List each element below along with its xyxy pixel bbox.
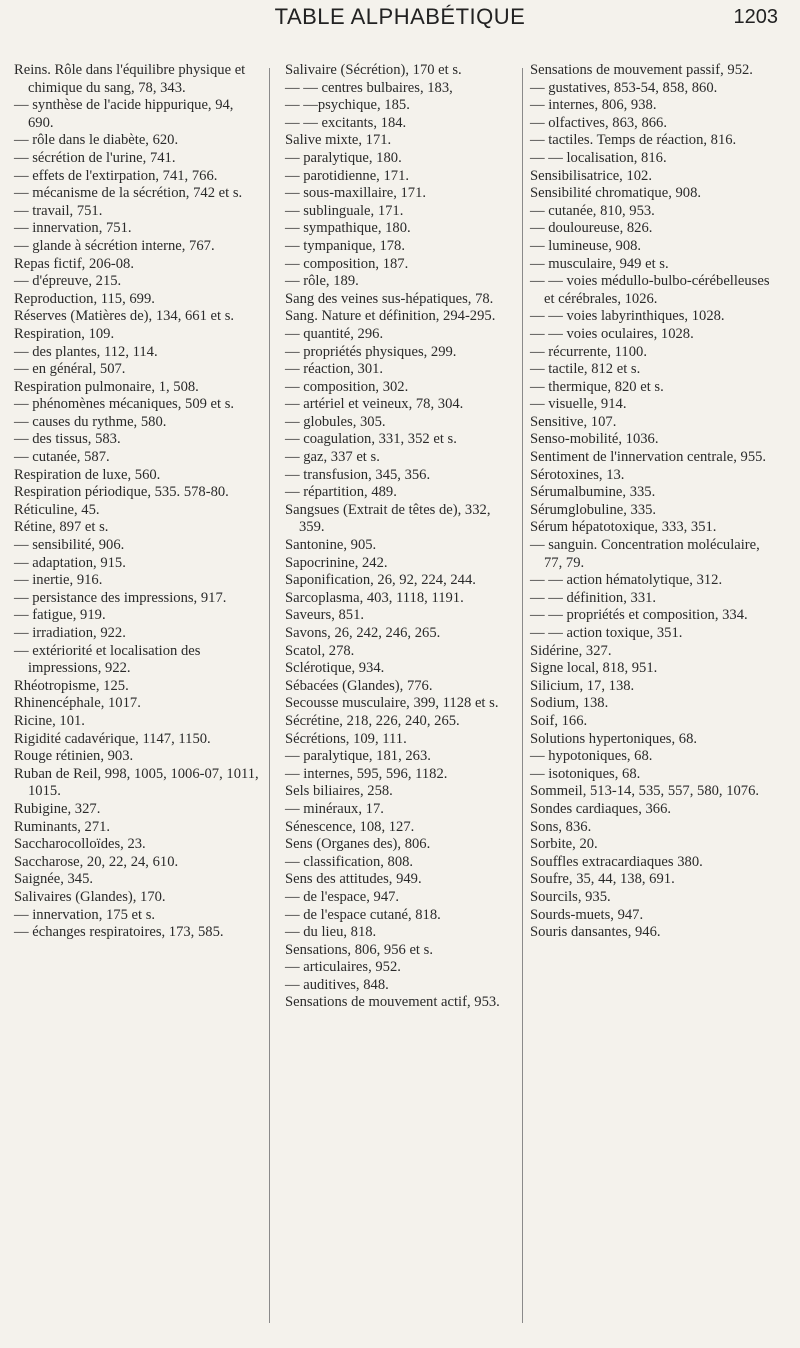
index-entry: — — voies médullo-bulbo-cérébelleuses et cérébrales, 1026.	[530, 273, 770, 307]
index-entry: — synthèse de l'acide hippurique, 94, 690.	[14, 97, 234, 131]
index-entry: Silicium, 17, 138.	[530, 677, 635, 694]
index-entry: Rhinencéphale, 1017.	[14, 695, 141, 712]
index-entry: — effets de l'extirpation, 741, 766.	[14, 167, 218, 184]
index-entry: Sérum hépatotoxique, 333, 351.	[530, 519, 717, 536]
index-entry: — tympanique, 178.	[285, 237, 405, 254]
index-entry: Sérumglobuline, 335.	[530, 501, 657, 518]
column-divider-left	[269, 68, 270, 1323]
index-entry: — cutanée, 587.	[14, 449, 110, 466]
index-entry: Sensations de mouvement actif, 953.	[285, 994, 500, 1011]
index-entry: — sécrétion de l'urine, 741.	[14, 149, 176, 166]
index-entry: Réserves (Matières de), 134, 661 et s.	[14, 308, 235, 325]
index-entry: — de l'espace cutané, 818.	[285, 906, 441, 923]
index-entry: — sublinguale, 171.	[285, 202, 404, 219]
index-entry: — transfusion, 345, 356.	[285, 466, 431, 483]
index-entry: — persistance des impressions, 917.	[14, 589, 227, 606]
index-entry: — d'épreuve, 215.	[14, 273, 122, 290]
index-entry: — coagulation, 331, 352 et s.	[285, 431, 457, 448]
index-entry: — gustatives, 853-54, 858, 860.	[530, 79, 718, 96]
index-entry: — du lieu, 818.	[285, 924, 377, 941]
index-entry: Signe local, 818, 951.	[530, 660, 658, 677]
index-entry: Sarcoplasma, 403, 1118, 1191.	[285, 589, 464, 606]
index-entry: — classification, 808.	[285, 853, 414, 870]
index-entry: Sérumalbumine, 335.	[530, 484, 656, 501]
index-entry: Saccharocolloïdes, 23.	[14, 836, 146, 853]
index-entry: Sensibilité chromatique, 908.	[530, 185, 702, 202]
index-entry: Solutions hypertoniques, 68.	[530, 730, 698, 747]
index-entry: — récurrente, 1100.	[530, 343, 647, 360]
index-entry: Sensitive, 107.	[530, 413, 617, 430]
index-entry: — — action toxique, 351.	[530, 625, 683, 641]
index-column-1	[14, 62, 260, 942]
index-entry: — phénomènes mécaniques, 509 et s.	[14, 396, 235, 413]
index-entry: — hypotoniques, 68.	[530, 748, 653, 765]
index-entry: Sourcils, 935.	[530, 888, 611, 905]
index-entry: Santonine, 905.	[285, 537, 377, 554]
index-entry: — cutanée, 810, 953.	[530, 202, 655, 219]
index-entry: Réticuline, 45.	[14, 501, 100, 518]
index-entry: Savons, 26, 242, 246, 265.	[285, 625, 441, 641]
index-entry: — — voies oculaires, 1028.	[530, 325, 694, 342]
index-entry: — en général, 507.	[14, 361, 126, 378]
index-entry: — paralytique, 180.	[285, 149, 402, 166]
index-entry: Rigidité cadavérique, 1147, 1150.	[14, 730, 211, 747]
index-entry: — extériorité et localisation des impressions, 922.	[14, 642, 201, 677]
index-entry: Salivaire (Sécrétion), 170 et s.	[285, 62, 462, 78]
index-entry: — douloureuse, 826.	[530, 220, 653, 237]
index-column-3	[530, 62, 780, 942]
index-entry: Sourds-muets, 947.	[530, 906, 644, 923]
index-entry: Scatol, 278.	[285, 642, 355, 659]
index-entry: — auditives, 848.	[285, 976, 389, 993]
index-entry: — réaction, 301.	[285, 361, 384, 378]
index-entry: — paralytique, 181, 263.	[285, 748, 431, 765]
index-entry: Sapocrinine, 242.	[285, 554, 388, 571]
index-entry: — travail, 751.	[14, 202, 103, 219]
index-entry: — — localisation, 816.	[530, 149, 667, 166]
index-entry: — visuelle, 914.	[530, 396, 627, 413]
index-entry: Respiration, 109.	[14, 325, 115, 342]
index-entry: Sidérine, 327.	[530, 642, 612, 659]
index-entry: Soufre, 35, 44, 138, 691.	[530, 871, 675, 888]
index-entry: Sensations de mouvement passif, 952.	[530, 62, 753, 78]
index-entry: Sensations, 806, 956 et s.	[285, 941, 433, 958]
index-entry: — adaptation, 915.	[14, 554, 126, 571]
index-entry: Respiration de luxe, 560.	[14, 466, 161, 483]
index-entry: Sentiment de l'innervation centrale, 955.	[530, 449, 767, 466]
index-entry: Soif, 166.	[530, 712, 588, 729]
index-entry: — internes, 595, 596, 1182.	[285, 765, 448, 782]
index-entry: — — action hématolytique, 312.	[530, 572, 723, 589]
index-entry: Sécrétine, 218, 226, 240, 265.	[285, 712, 460, 729]
index-entry: Sens des attitudes, 949.	[285, 871, 422, 888]
index-entry: Ricine, 101.	[14, 712, 85, 729]
index-entry: — parotidienne, 171.	[285, 167, 410, 184]
index-entry: — — définition, 331.	[530, 589, 657, 606]
index-entry: — échanges respiratoires, 173, 585.	[14, 924, 224, 941]
index-entry: Rhéotropisme, 125.	[14, 677, 129, 694]
index-entry: — sensibilité, 906.	[14, 537, 125, 554]
index-entry: — composition, 187.	[285, 255, 409, 272]
index-entry: — artériel et veineux, 78, 304.	[285, 396, 464, 413]
index-entry: Sons, 836.	[530, 818, 592, 835]
index-entry: — musculaire, 949 et s.	[530, 255, 669, 272]
index-entry: — sous-maxillaire, 171.	[285, 185, 427, 202]
index-entry: Sensibilisatrice, 102.	[530, 167, 653, 184]
index-entry: — isotoniques, 68.	[530, 765, 641, 782]
index-entry: Sclérotique, 934.	[285, 660, 385, 677]
index-entry: Sens (Organes des), 806.	[285, 836, 431, 853]
index-entry: Souris dansantes, 946.	[530, 924, 661, 941]
column-divider-right	[522, 68, 523, 1323]
index-entry: — globules, 305.	[285, 413, 386, 430]
index-entry: — lumineuse, 908.	[530, 237, 642, 254]
index-entry: — causes du rythme, 580.	[14, 413, 167, 430]
index-entry: — quantité, 296.	[285, 325, 384, 342]
index-entry: Saveurs, 851.	[285, 607, 365, 624]
index-entry: — tactiles. Temps de réaction, 816.	[530, 132, 737, 149]
running-title: TABLE ALPHABÉTIQUE	[274, 4, 526, 29]
index-entry: Secousse musculaire, 399, 1128 et s.	[285, 695, 499, 712]
index-entry: — irradiation, 922.	[14, 625, 126, 641]
index-entry: — rôle, 189.	[285, 273, 359, 290]
index-entry: — des plantes, 112, 114.	[14, 343, 158, 360]
index-entry: — innervation, 751.	[14, 220, 132, 237]
index-entry: — olfactives, 863, 866.	[530, 114, 667, 131]
index-entry: Saponification, 26, 92, 224, 244.	[285, 572, 476, 589]
index-entry: — rôle dans le diabète, 620.	[14, 132, 179, 149]
index-entry: Salive mixte, 171.	[285, 132, 392, 149]
index-entry: Sorbite, 20.	[530, 836, 598, 853]
index-entry: Sécrétions, 109, 111.	[285, 730, 407, 747]
index-entry: Respiration pulmonaire, 1, 508.	[14, 378, 199, 395]
index-entry: Respiration périodique, 535. 578-80.	[14, 484, 229, 501]
index-entry: — — voies labyrinthiques, 1028.	[530, 308, 725, 325]
index-entry: — inertie, 916.	[14, 572, 103, 589]
index-entry: Saccharose, 20, 22, 24, 610.	[14, 853, 179, 870]
index-entry: Salivaires (Glandes), 170.	[14, 888, 166, 905]
index-entry: — — excitants, 184.	[285, 114, 407, 131]
index-entry: — tactile, 812 et s.	[530, 361, 641, 378]
index-entry: Sénescence, 108, 127.	[285, 818, 415, 835]
index-entry: Reins. Rôle dans l'équilibre physique et chimique du sang, 78, 343.	[14, 62, 246, 96]
index-entry: Sang. Nature et définition, 294-295.	[285, 308, 496, 325]
index-entry: — innervation, 175 et s.	[14, 906, 156, 923]
page-header	[0, 0, 800, 60]
index-entry: Ruminants, 271.	[14, 818, 111, 835]
index-entry: — fatigue, 919.	[14, 607, 106, 624]
index-entry: Sérotoxines, 13.	[530, 466, 625, 483]
index-entry: — propriétés physiques, 299.	[285, 343, 457, 360]
index-entry: — composition, 302.	[285, 378, 409, 395]
index-entry: — gaz, 337 et s.	[285, 449, 380, 466]
index-entry: Sangsues (Extrait de têtes de), 332, 359.	[285, 501, 491, 536]
index-entry: — articulaires, 952.	[285, 959, 401, 976]
index-entry: Reproduction, 115, 699.	[14, 290, 155, 307]
index-entry: — glande à sécrétion interne, 767.	[14, 237, 215, 254]
index-entry: Sang des veines sus-hépatiques, 78.	[285, 290, 494, 307]
index-entry: Ruban de Reil, 998, 1005, 1006-07, 1011, 1015.	[14, 765, 259, 800]
index-entry: Souffles extracardiaques 380.	[530, 853, 703, 870]
index-entry: Saignée, 345.	[14, 871, 94, 888]
index-entry: Sommeil, 513-14, 535, 557, 580, 1076.	[530, 783, 760, 800]
index-entry: — — centres bulbaires, 183,	[285, 79, 453, 96]
index-entry: — de l'espace, 947.	[285, 888, 400, 905]
index-entry: — — propriétés et composition, 334.	[530, 607, 748, 624]
index-entry: — sympathique, 180.	[285, 220, 411, 237]
index-entry: — internes, 806, 938.	[530, 97, 657, 114]
index-entry: — —psychique, 185.	[285, 97, 410, 114]
index-entry: — thermique, 820 et s.	[530, 378, 664, 395]
index-entry: Sondes cardiaques, 366.	[530, 800, 672, 817]
index-entry: Sodium, 138.	[530, 695, 609, 712]
index-entry: Repas fictif, 206-08.	[14, 255, 134, 272]
index-entry: Rétine, 897 et s.	[14, 519, 109, 536]
index-entry: — mécanisme de la sécrétion, 742 et s.	[14, 185, 243, 202]
index-entry: Sels biliaires, 258.	[285, 783, 393, 800]
index-entry: Rubigine, 327.	[14, 800, 101, 817]
index-entry: — des tissus, 583.	[14, 431, 121, 448]
index-entry: Senso-mobilité, 1036.	[530, 431, 659, 448]
index-entry: Sébacées (Glandes), 776.	[285, 677, 433, 694]
page-number: 1203	[733, 6, 778, 28]
index-entry: — sanguin. Concentration moléculaire, 77, 79.	[530, 537, 760, 571]
index-column-2	[285, 62, 517, 1012]
index-entry: — répartition, 489.	[285, 484, 397, 501]
index-entry: Rouge rétinien, 903.	[14, 748, 134, 765]
index-entry: — minéraux, 17.	[285, 800, 384, 817]
